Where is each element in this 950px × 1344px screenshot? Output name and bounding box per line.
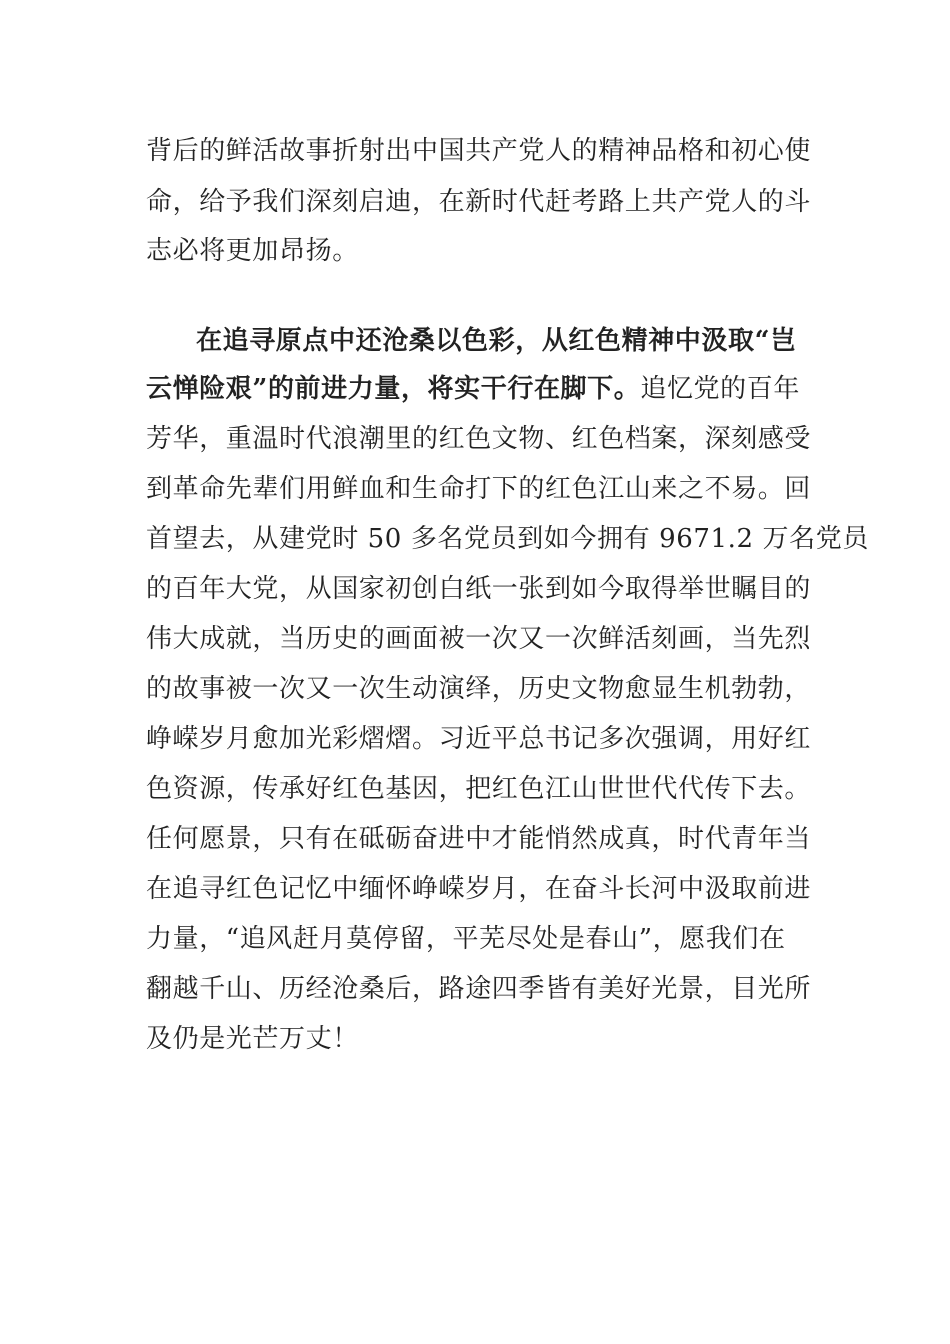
paragraph-2-line-8: 的故事被一次又一次生动演绎，历史文物愈显生机勃勃， [146,674,812,704]
paragraph-2-line-2-rest: 追忆党的百年 [640,374,800,404]
paragraph-2-line-6: 的百年大党，从国家初创白纸一张到如今取得举世瞩目的 [146,574,812,604]
paragraph-2-line-4: 到革命先辈们用鲜血和生命打下的红色江山来之不易。回 [146,474,812,504]
paragraph-2-line-1: 在追寻原点中还沧桑以色彩，从红色精神中汲取“岂 [196,326,797,356]
paragraph-2-line-13: 力量，“追风赶月莫停留，平芜尽处是春山”，愿我们在 [146,924,786,954]
paragraph-2-line-5: 首望去，从建党时 50 多名党员到如今拥有 9671.2 万名党员 [146,524,869,554]
paragraph-2-line-14: 翻越千山、历经沧桑后，路途四季皆有美好光景，目光所 [146,974,812,1004]
paragraph-2-line-9: 峥嵘岁月愈加光彩熠熠。习近平总书记多次强调，用好红 [146,724,812,754]
paragraph-2-lead-bold: 云惮险艰”的前进力量，将实干行在脚下。 [146,374,641,404]
paragraph-2-line-15: 及仍是光芒万丈！ [146,1024,359,1054]
paragraph-2-line-7: 伟大成就，当历史的画面被一次又一次鲜活刻画，当先烈 [146,624,812,654]
paragraph-1-line-1: 背后的鲜活故事折射出中国共产党人的精神品格和初心使 [146,136,812,166]
paragraph-1-line-3: 志必将更加昂扬。 [146,236,359,266]
paragraph-2-line-3: 芳华，重温时代浪潮里的红色文物、红色档案，深刻感受 [146,424,812,454]
paragraph-2-line-2 [146,372,800,406]
paragraph-2-line-11: 任何愿景，只有在砥砺奋进中才能悄然成真，时代青年当 [146,824,812,854]
paragraph-2-line-12: 在追寻红色记忆中缅怀峥嵘岁月，在奋斗长河中汲取前进 [146,874,812,904]
paragraph-2-line-10: 色资源，传承好红色基因，把红色江山世世代代传下去。 [146,774,812,804]
paragraph-1-line-2: 命，给予我们深刻启迪，在新时代赶考路上共产党人的斗 [146,187,812,217]
